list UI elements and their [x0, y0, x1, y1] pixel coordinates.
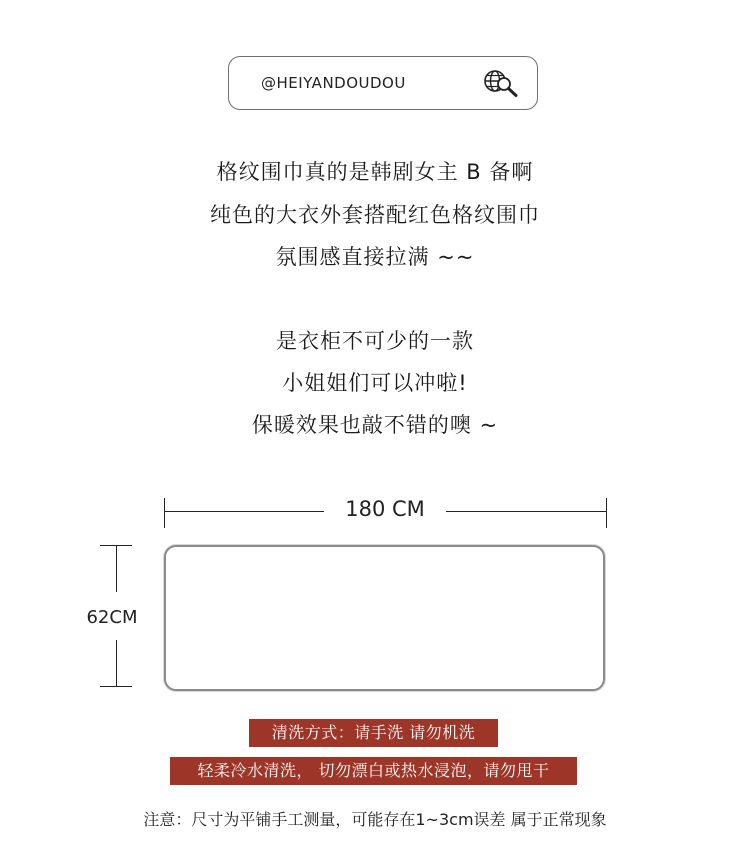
account-handle: @HEIYANDOUDOU — [261, 74, 406, 92]
width-label: 180 CM — [345, 497, 425, 521]
width-line-right — [446, 511, 606, 512]
description-line-3: 氛围感直接拉满 ~~ — [275, 245, 475, 269]
width-left-tick — [164, 498, 165, 528]
height-line-bottom — [116, 640, 117, 686]
height-bottom-tick — [100, 686, 132, 687]
handle-search-box — [228, 56, 538, 110]
width-right-tick — [606, 498, 607, 528]
wash-method-badge: 清洗方式：请手洗 请勿机洗 — [249, 719, 498, 747]
height-line-top — [116, 545, 117, 592]
width-line-left — [164, 511, 324, 512]
description-line-1: 格纹围巾真的是韩剧女主 B 备啊 — [216, 160, 534, 184]
scarf-outline — [164, 545, 605, 691]
measurement-note: 注意：尺寸为平铺手工测量，可能存在1~3cm误差 属于正常现象 — [143, 810, 607, 829]
description-line-2: 纯色的大衣外套搭配红色格纹围巾 — [210, 203, 540, 227]
globe-search-icon — [479, 67, 521, 99]
height-label: 62CM — [86, 607, 138, 628]
wash-instructions-badge: 轻柔冷水清洗， 切勿漂白或热水浸泡，请勿甩干 — [170, 757, 577, 785]
description-line-6: 保暖效果也敲不错的噢 ~ — [251, 413, 499, 437]
description-line-4: 是衣柜不可少的一款 — [276, 329, 474, 353]
description-line-5: 小姐姐们可以冲啦! — [282, 371, 468, 395]
